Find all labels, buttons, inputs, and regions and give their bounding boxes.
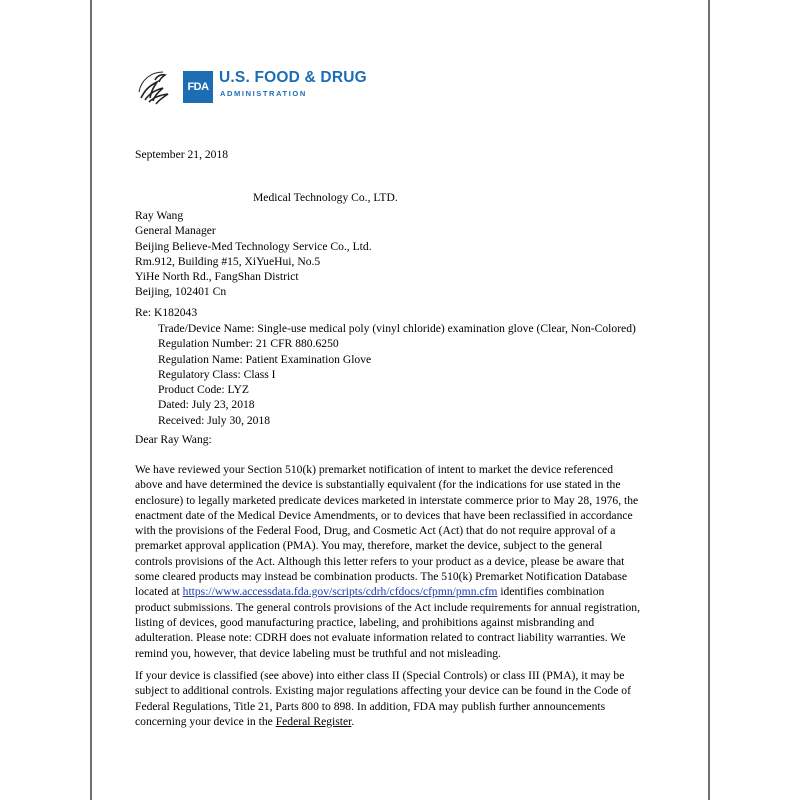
located-suffix: identifies combination bbox=[497, 585, 605, 599]
paragraph-line: product submissions. The general controls provisions of the Act include requirements for annual registration, bbox=[135, 600, 640, 614]
detail-line: Product Code: LYZ bbox=[158, 383, 249, 397]
page-border-right bbox=[708, 0, 710, 800]
address-line: Ray Wang bbox=[135, 209, 184, 222]
paragraph-line: some cleared products may instead be combination products. The 510(k) Premarket Notification Database bbox=[135, 570, 628, 584]
fda-badge: FDA bbox=[183, 71, 213, 103]
address-line: General Manager bbox=[135, 224, 216, 238]
paragraph-line: subject to additional controls. Existing major regulations affecting your device can be found in the Code of bbox=[135, 684, 631, 698]
paragraph-line: controls provisions of the Act. Although this letter refers to your product as a device, please be aware that bbox=[135, 554, 625, 568]
body-paragraph-1 bbox=[135, 462, 640, 661]
re-line: Re: K182043 bbox=[135, 306, 198, 319]
company-line: Medical Technology Co., LTD. bbox=[253, 191, 398, 204]
address-line: Beijing, 102401 Cn bbox=[135, 285, 227, 299]
paragraph-line: above and have determined the device is substantially equivalent (for the indications for use stated in the bbox=[135, 478, 621, 492]
address-line: Rm.912, Building #15, XiYueHui, No.5 bbox=[135, 254, 321, 268]
paragraph-line: premarket approval application (PMA). You may, therefore, market the device, subject to the general bbox=[135, 539, 603, 553]
paragraph-line-federal-register bbox=[135, 714, 631, 729]
detail-line: Regulatory Class: Class I bbox=[158, 367, 276, 381]
paragraph-line: enclosure) to legally marketed predicate devices marketed in interstate commerce prior to May 28, 1976, the bbox=[135, 493, 639, 507]
address-line: Beijing Believe-Med Technology Service Co., Ltd. bbox=[135, 239, 372, 253]
hhs-eagle-icon bbox=[135, 68, 175, 108]
letter-date: September 21, 2018 bbox=[135, 148, 229, 161]
paragraph-line: We have reviewed your Section 510(k) premarket notification of intent to market the device referenced bbox=[135, 463, 614, 476]
salutation: Dear Ray Wang: bbox=[135, 433, 212, 446]
detail-line: Regulation Name: Patient Examination Glove bbox=[158, 352, 372, 366]
paragraph-line: with the provisions of the Federal Food, Drug, and Cosmetic Act (Act) that do not require approval of a bbox=[135, 524, 616, 538]
body-paragraph-2 bbox=[135, 668, 631, 729]
detail-line: Regulation Number: 21 CFR 880.6250 bbox=[158, 337, 339, 351]
agency-subtitle: ADMINISTRATION bbox=[220, 89, 307, 98]
address-line: YiHe North Rd., FangShan District bbox=[135, 270, 299, 284]
paragraph-line: listing of devices, good manufacturing practice, labeling, and prohibitions against misbranding and bbox=[135, 615, 595, 629]
device-details bbox=[158, 321, 636, 428]
fda-logo bbox=[135, 68, 367, 108]
last-suffix: . bbox=[351, 714, 355, 728]
paragraph-line: adulteration. Please note: CDRH does not evaluate information related to contract liability warranties. We bbox=[135, 631, 626, 645]
paragraph-line: If your device is classified (see above) into either class II (Special Controls) or class III (PMA), it may be bbox=[135, 669, 625, 682]
paragraph-line: enactment date of the Medical Device Amendments, or to devices that have been reclassified in accordance bbox=[135, 508, 633, 522]
detail-line: Trade/Device Name: Single-use medical poly (vinyl chloride) examination glove (Clear, Non-Colored) bbox=[158, 322, 636, 335]
paragraph-line: Federal Regulations, Title 21, Parts 800 to 898. In addition, FDA may publish further announcements bbox=[135, 699, 606, 713]
detail-line: Received: July 30, 2018 bbox=[158, 413, 271, 427]
located-prefix: located at bbox=[135, 585, 183, 599]
federal-register-text: Federal Register bbox=[275, 714, 352, 728]
document-page bbox=[93, 0, 707, 800]
recipient-address bbox=[135, 208, 372, 300]
detail-line: Dated: July 23, 2018 bbox=[158, 398, 255, 412]
last-prefix: concerning your device in the bbox=[135, 714, 276, 728]
agency-name: U.S. FOOD & DRUG bbox=[219, 69, 367, 86]
page-border-left bbox=[90, 0, 92, 800]
paragraph-line: remind you, however, that device labeling must be truthful and not misleading. bbox=[135, 646, 501, 660]
paragraph-line-with-link bbox=[135, 584, 640, 599]
pmn-database-link[interactable]: https://www.accessdata.fda.gov/scripts/cdrh/cfdocs/cfpmn/pmn.cfm bbox=[182, 585, 498, 599]
